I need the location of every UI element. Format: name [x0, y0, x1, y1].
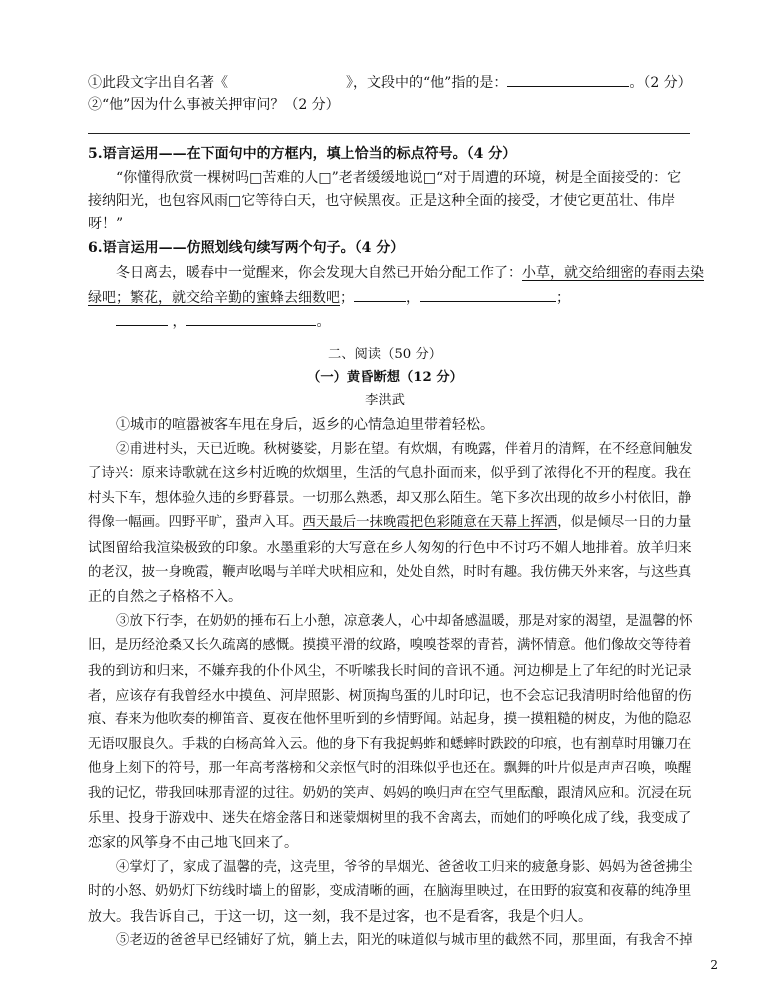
q6-blank-4: [186, 311, 316, 326]
q6-blank-1: [354, 287, 406, 302]
q4-sub1: [88, 72, 692, 93]
q5-line-1: “你懂得欣赏一棵树吗□苦难的人□”老者缓缓地说□“对于周遭的环境，树是全面接受的：它: [116, 170, 682, 186]
q6-underlined-example-1: 小草，就交给细密的春雨去染: [522, 265, 704, 281]
article-author: 李洪武: [365, 393, 405, 408]
paragraph-2-line: [88, 511, 692, 536]
paragraph-3-line: ③放下行李，在奶奶的捶布石上小憩，凉意袭人，心中却备感温暖，那是对家的渴望，是温馨的怀: [116, 613, 693, 629]
page-number: 2: [710, 958, 718, 972]
paragraph-3-line: 乐里、投身于游戏中、迷失在熔金落日和迷蒙烟树里的我不舍离去，而她们的呼唤化成了线，我变成了: [88, 810, 692, 826]
q4-sub2: ②“他”因为什么事被关押审问？（2 分）: [88, 97, 340, 113]
q6-line-1: [116, 263, 704, 283]
q6-blank-3: [116, 311, 168, 326]
paragraph-5-line: ⑤老迈的爸爸早已经铺好了炕，躺上去，阳光的味道似与城市里的截然不同，那里面，有我舍不掉: [116, 933, 693, 949]
q5-line-2: 接纳阳光，也包容风雨□它等待白天，也守候黑夜。正是这种全面的接受，才使它更茁壮、伟岸: [88, 193, 676, 209]
article-title: （一）黄昏断想（12 分）: [307, 370, 463, 385]
q6-comma: ，: [172, 314, 187, 330]
underlined-sentence: 西天最后一抹晚霞把色彩随意在天幕上挥洒: [302, 515, 558, 531]
paragraph-4-line: 时的小怒、奶奶灯下纺线时墙上的留影，变成清晰的画，在脑海里映过，在田野的寂寞和夜幕的纯净里: [88, 884, 692, 900]
paragraph-3-line: 痕、春来为他吹奏的柳笛音、夏夜在他怀里听到的乡情野闻。站起身，摸一摸粗糙的树皮，为他的隐忍: [88, 712, 692, 728]
section-heading: 二、阅读（50 分）: [328, 347, 442, 362]
paragraph-2-line: 的老汉，披一身晚霞，鞭声吆喝与羊咩犬吠相应和，处处自然，时时有趣。我仿佛天外来客，与这些真: [88, 564, 692, 580]
paragraph-3-line: 我的到访和归来，不嫌弃我的仆仆风尘，不听嗦我长时间的音讯不通。河边柳是上了年纪的时光记录: [88, 662, 692, 679]
article-body: [88, 413, 692, 954]
q6-period: 。: [316, 314, 331, 330]
paragraph-1: ①城市的喧嚣被客车甩在身后，返乡的心情急迫里带着轻松。: [116, 417, 494, 433]
q6-line1-text: 冬日离去，暖春中一觉醒来，你会发现大自然已开始分配工作了：: [116, 265, 522, 281]
q6-line-2: [88, 287, 570, 308]
q6-line-3: [116, 311, 330, 332]
q6-underlined-example-2: 绿吧；繁花，就交给辛勤的蜜蜂去细数吧: [88, 290, 340, 306]
paragraph-4-line: ④掌灯了，家成了温馨的壳，这壳里，爷爷的旱烟光、爸爸收工归来的疲惫身影、妈妈为爸爸拂尘: [116, 859, 693, 875]
paragraph-2-line: 试图留给我渲染极致的印象。水墨重彩的大写意在乡人匆匆的行色中不讨巧不媚人地排着。放羊归来: [88, 539, 692, 556]
paragraph-3-line: 我的记忆，带我回味那青涩的过往。奶奶的笑声、妈妈的唤归声在空气里酝酿，跟清风应和。沉浸在玩: [88, 785, 692, 801]
paragraph-2-line: 村头下车，想体验久违的乡野暮景。一切那么熟悉，却又那么陌生。笔下多次出现的故乡小村依旧，静: [88, 490, 692, 506]
paragraph-2-text: ，似是倾尽一日的力量: [557, 515, 692, 531]
paragraph-3-line: 者，应该存有我曾经水中摸鱼、河岸照影、树顶掏鸟蛋的儿时印记，也不会忘记我清明时给他留的伤: [88, 687, 692, 704]
paragraph-3-line: 无语叹服良久。手栽的白杨高耸入云。他的身下有我捉蚂蚱和蟋蟀时跌跤的印痕，也有割草时用镰刀在: [88, 736, 692, 752]
paragraph-3-line: 恋家的风筝身不由己地飞回来了。: [88, 835, 298, 852]
paragraph-2-line: ②甫进村头，天已近晚。秋树婆娑，月影在望。有炊烟，有晚露，伴着月的清辉，在不经意间触发: [116, 441, 693, 457]
paragraph-3-line: 旧，是历经沧桑又长久疏离的感慨。摸摸平滑的纹路，嗅嗅苍翠的青苔，满怀情意。他们像故交等待着: [88, 638, 692, 654]
q4-sub1-prefix: ①此段文字出自名著《: [88, 75, 228, 91]
q6-semicolon: ；: [340, 290, 354, 306]
q6-blank-2: [420, 287, 556, 302]
q6-title: 6.语言运用——仿照划线句续写两个句子。（4 分）: [88, 240, 405, 256]
q5-line-3: 呀！”: [88, 216, 124, 232]
q6-comma: ，: [406, 290, 420, 306]
answer-line: [88, 133, 690, 134]
paragraph-2-text: 得像一幅画。四野平旷，蛩声入耳。: [88, 515, 303, 531]
paragraph-3-line: 他身上刻下的符号，那一年高考落榜和父亲怄气时的泪珠似乎也还在。飘舞的叶片似是声声召唤，唤醒: [88, 761, 692, 777]
q5-title: 5.语言运用——在下面句中的方框内，填上恰当的标点符号。（4 分）: [88, 146, 517, 162]
paragraph-4-line: 放大。我告诉自己，于这一切，这一刻，我不是过客，也不是看客，我是个归人。: [88, 908, 592, 925]
paragraph-2-line: 了诗兴：原来诗歌就在这乡村近晚的炊烟里，生活的气息扑面而来，似乎到了浓得化不开的程度。我在: [88, 466, 692, 482]
paragraph-2-line: 正的自然之子格格不入。: [88, 589, 242, 606]
q6-semicolon: ；: [556, 290, 570, 306]
q4-sub1-end: 。（2 分）: [629, 75, 692, 91]
he-refers-blank: [507, 72, 629, 87]
q4-sub1-middle: 》，文段中的“他”指的是：: [346, 75, 508, 91]
